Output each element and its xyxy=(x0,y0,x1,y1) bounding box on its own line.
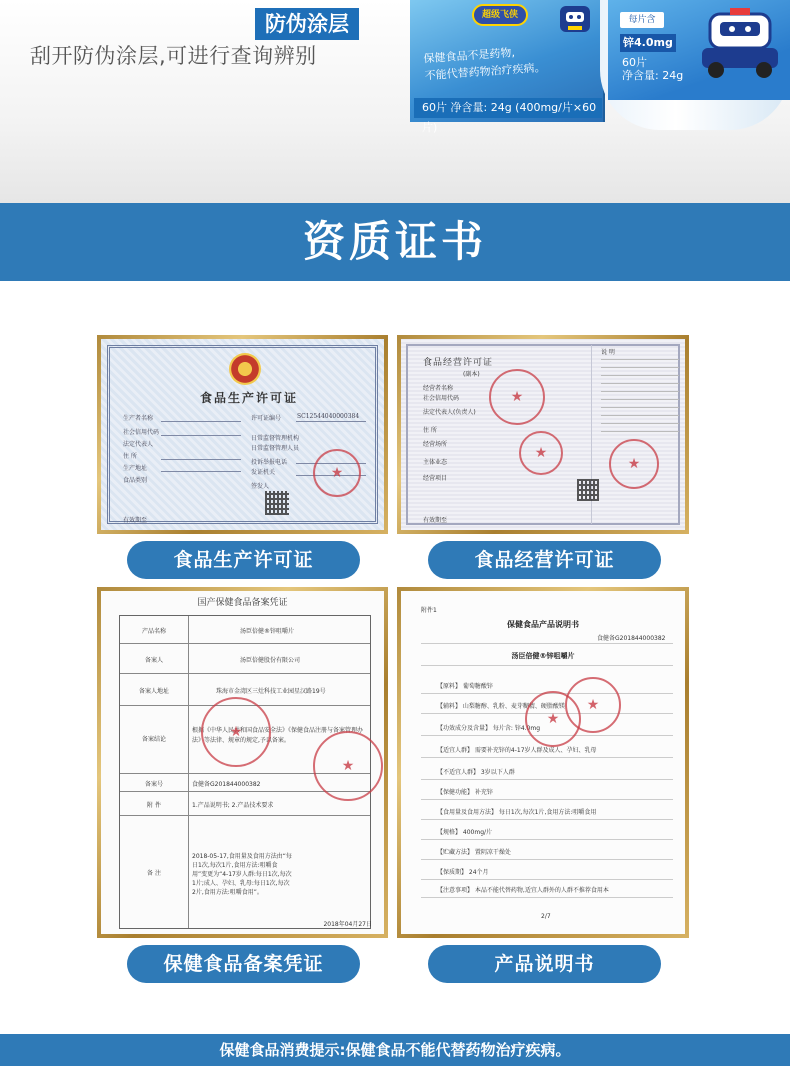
official-seal xyxy=(201,697,271,767)
national-emblem-icon xyxy=(229,353,261,385)
product-manual-frame xyxy=(397,587,689,938)
count-line-1: 60片 xyxy=(622,56,647,69)
manual-title: 保健食品产品说明书 xyxy=(507,620,579,629)
field-label: 经营场所 xyxy=(423,441,448,448)
field-label: 投诉举报电话 xyxy=(251,459,288,466)
official-seal xyxy=(609,439,659,489)
operation-license-title: 食品经营许可证 xyxy=(423,358,494,368)
filing-certificate-image xyxy=(101,591,384,934)
table-row xyxy=(120,644,370,674)
official-seal xyxy=(313,449,361,497)
brand-logo: 超级飞侠 xyxy=(472,4,528,26)
official-seal xyxy=(565,677,621,733)
field-label: 签发人 xyxy=(251,483,270,490)
table-row xyxy=(120,616,370,644)
product-box xyxy=(410,0,605,134)
row-value: 食健备G201844000382 xyxy=(192,781,261,788)
official-seal xyxy=(313,731,383,801)
manual-row: 【食用量及食用方法】 每日1次,每次1片,食用方法:咀嚼食用 xyxy=(437,809,597,816)
filing-certificate-frame xyxy=(97,587,388,938)
field-label: 经营者名称 xyxy=(423,385,454,392)
field-label: 社会信用代码 xyxy=(423,395,460,402)
filing-number: 食健备G201844000382 xyxy=(597,635,666,642)
field-label: 住 所 xyxy=(123,453,137,460)
manual-row: 【规格】 400mg/片 xyxy=(437,829,493,836)
production-license-image xyxy=(101,339,384,530)
row-label: 备案号 xyxy=(144,781,163,788)
subtitle: (副本) xyxy=(463,371,480,378)
manual-row: 【注意事项】 本品不能代替药物,适宜人群外的人群不推荐食用本 xyxy=(437,887,609,894)
manual-row: 【贮藏方法】 置阴凉干燥处 xyxy=(437,849,511,856)
field-label: 日常监督管理机构 xyxy=(251,435,300,442)
field-label: 法定代表人(负责人) xyxy=(423,409,476,416)
filing-certificate-title: 国产保健食品备案凭证 xyxy=(197,598,288,608)
operation-license-label: 食品经营许可证 xyxy=(428,541,661,579)
row-label: 备案人地址 xyxy=(138,688,169,695)
notes-title: 说 明 xyxy=(601,349,615,356)
official-seal xyxy=(519,431,563,475)
row-label: 备案结论 xyxy=(141,736,166,743)
robot-icon xyxy=(550,0,600,40)
police-car-robot-icon xyxy=(690,4,790,84)
field-label: 社会信用代码 xyxy=(123,429,160,436)
manual-row: 【保质期】 24个月 xyxy=(437,869,489,876)
manual-row: 【不适宜人群】 3岁以下人群 xyxy=(437,769,515,776)
row-value: 汤臣倍健股份有限公司 xyxy=(240,657,301,664)
row-value: 根据《中华人民共和国食品安全法》《保健食品注册与备案管理办法》等法律、规章的规定,予以备案。 xyxy=(192,727,364,744)
field-label: 经营项目 xyxy=(423,475,448,482)
row-label: 备案人 xyxy=(144,657,163,664)
consumer-notice: 保健食品消费提示:保健食品不能代替药物治疗疾病。 xyxy=(0,1034,790,1066)
section-title: 资质证书 xyxy=(302,217,487,266)
field-label: 法定代表人 xyxy=(123,441,154,448)
anti-counterfeit-badge: 防伪涂层 xyxy=(255,8,359,40)
bottle-tag: 每片含 xyxy=(620,12,664,28)
row-value: 1.产品说明书; 2.产品技术要求 xyxy=(192,802,274,809)
row-label: 附 件 xyxy=(147,802,161,809)
product-manual-label: 产品说明书 xyxy=(428,945,661,983)
qr-code xyxy=(577,479,599,501)
manual-row: 【功效成分及含量】 每片含: 锌4.0mg xyxy=(437,725,541,732)
field-label: 食品类别 xyxy=(123,477,148,484)
operation-license-frame xyxy=(397,335,689,534)
page-number: 2/7 xyxy=(541,913,551,920)
table-row xyxy=(120,816,370,930)
health-warning xyxy=(423,42,550,85)
attachment-label: 附件1 xyxy=(421,607,437,614)
product-banner xyxy=(0,0,790,203)
field-label: 主体业态 xyxy=(423,459,448,466)
zinc-content: 锌4.0mg xyxy=(620,34,676,52)
field-label: 日常监督管理人员 xyxy=(251,445,300,452)
filing-date: 2018年04月27日 xyxy=(323,921,372,928)
warning-line-2: 不能代替药物治疗疾病。 xyxy=(424,60,546,83)
field-label: 生产者名称 xyxy=(123,415,154,422)
row-label: 产品名称 xyxy=(141,628,166,635)
valid-until-label: 有效期至 xyxy=(423,517,448,524)
warning-line-1: 保健食品不是药物, xyxy=(423,46,516,66)
row-value: 汤臣倍健®锌咀嚼片 xyxy=(240,628,295,635)
row-label: 备 注 xyxy=(147,870,161,877)
field-label: 住 所 xyxy=(423,427,437,434)
manual-row: 【保健功能】 补充锌 xyxy=(437,789,493,796)
filing-certificate-label: 保健食品备案凭证 xyxy=(127,945,360,983)
bottle-count xyxy=(622,56,683,82)
manual-row: 【原料】 葡萄糖酸锌 xyxy=(437,683,493,690)
bottle-label xyxy=(608,0,790,100)
valid-until-label: 有效期至 xyxy=(123,517,148,524)
production-license-title: 食品生产许可证 xyxy=(199,391,298,405)
production-license-label: 食品生产许可证 xyxy=(127,541,360,579)
production-license-frame xyxy=(97,335,388,534)
box-spec: 60片 净含量: 24g (400mg/片×60片) xyxy=(414,98,602,118)
product-manual-image xyxy=(401,591,685,934)
license-number: SC12544040000384 xyxy=(297,413,360,420)
manual-row: 【辅料】 山梨糖醇、乳粉、麦芽糊精、硬脂酸镁 xyxy=(437,703,565,710)
field-label: 发证机关 xyxy=(251,469,276,476)
count-line-2: 净含量: 24g xyxy=(622,69,684,82)
field-label: 生产地址 xyxy=(123,465,148,472)
anti-counterfeit-description: 刮开防伪涂层,可进行查询辨别 xyxy=(30,44,317,68)
row-value: 珠海市金湾区三灶科技工业园星汉路19号 xyxy=(216,688,326,695)
product-bottle xyxy=(600,0,790,140)
qr-code xyxy=(265,491,289,515)
manual-row: 【适宜人群】 需要补充锌的4-17岁人群及成人、孕妇、乳母 xyxy=(437,747,597,754)
section-header xyxy=(0,203,790,281)
product-name: 汤臣倍健®锌咀嚼片 xyxy=(511,652,575,660)
operation-license-image xyxy=(401,339,685,530)
field-label: 许可证编号 xyxy=(251,415,282,422)
row-value: 2018-05-17,食用量及食用方法由“每日1次,每次1片,食用方法:咀嚼食用”变更为“4-17岁人群:每日1次,每次1片;成人、孕妇、乳母:每日1次,每次2片,食用方法:咀嚼食用”。 xyxy=(192,853,292,896)
official-seal xyxy=(489,369,545,425)
